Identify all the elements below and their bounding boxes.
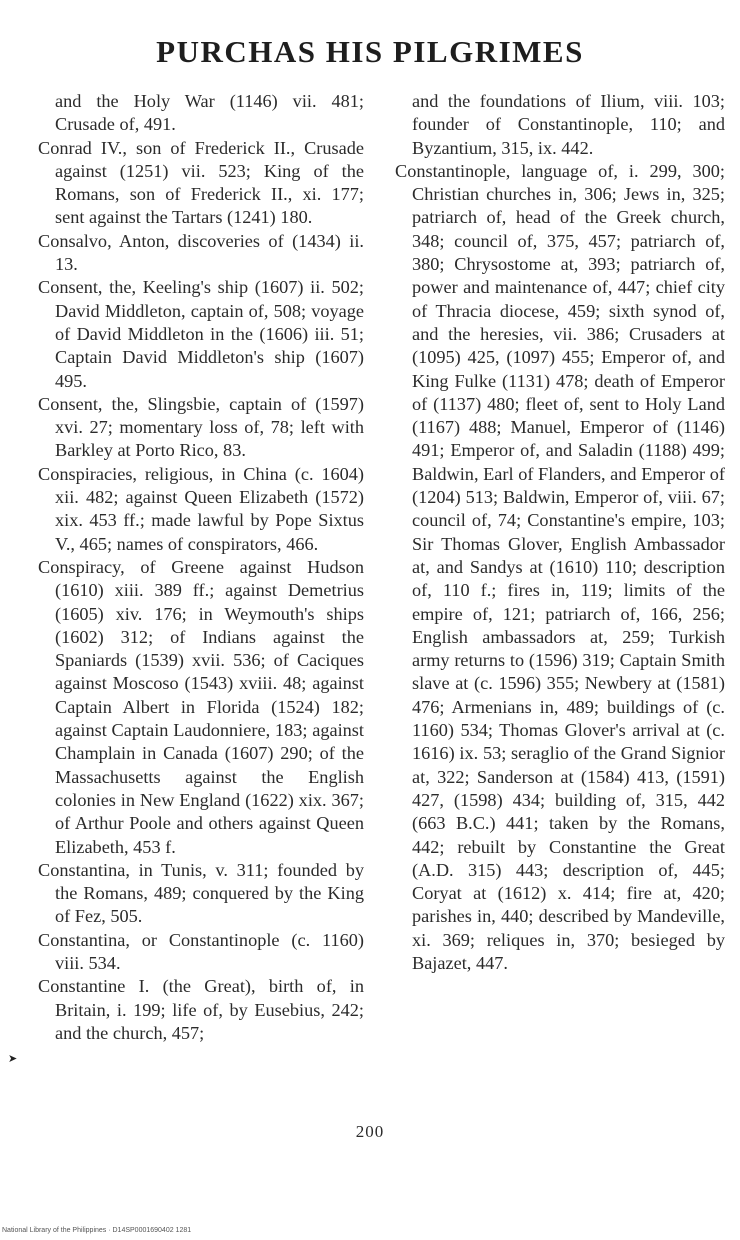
scan-credit: National Library of the Philippines · D14SP0001690402 1281: [2, 1227, 192, 1234]
index-entry: Constantine I. (the Great), birth of, in Britain, i. 199; life of, by Eusebius, 242; and the church, 457;: [38, 976, 364, 1043]
index-entry: and the foundations of Ilium, viii. 103; founder of Constantinople, 110; and Byzantium, 315, ix. 442.: [412, 91, 725, 158]
index-column-left: [38, 90, 364, 1045]
index-entry: Conspiracies, religious, in China (c. 1604) xii. 482; against Queen Elizabeth (1572) xix. 453 ff.; made lawful by Pope Sixtus V., 465; names of conspirators, 466.: [38, 463, 364, 554]
index-entry: Consalvo, Anton, discoveries of (1434) ii. 13.: [38, 230, 364, 275]
index-entry: and the Holy War (1146) vii. 481; Crusade of, 491.: [55, 91, 364, 135]
page-title: PURCHAS HIS PILGRIMES: [156, 34, 584, 69]
index-entry: Constantinople, language of, i. 299, 300; Christian churches in, 306; Jews in, 325; patriarch of, head of the Greek church, 348; council of, 375, 457; patriarch of, 380; Chrysostome at, 393; patriarch of, power and maintenance of, 447; chief city of Thracia diocese, 459; sixth synod of, and the heresies, vii. 386; Crusaders at (1095) 425, (1097) 455; Emperor of, and King Fulke (1131) 478; death of Emperor of (1137) 480; fleet of, sent to Holy Land (1167) 488; Manuel, Emperor of (1146) 491; Emperor of, and Saladin (1188) 499; Baldwin, Earl of Flanders, and Emperor of (1204) 513; Baldwin, Emperor of, viii. 67; council of, 74; Constantine's empire, 103; Sir Thomas Glover, English Ambassador at, and Sandys at (1610) 110; description of, 110 f.; fires in, 119; limits of the empire of, 121; patriarch of, 166, 256; English ambassadors at, 259; Turkish army returns to (1596) 319; Captain Smith slave at (c. 1596) 355; Newbery at (1581) 476; Armenians in, 489; buildings of (c. 1160) 534; Thomas Glover's arrival at (c. 1616) ix. 53; seraglio of the Grand Signior at, 322; Sanderson at (1584) 413, (1591) 427, (1598) 434; building of, 315, 442 (663 B.C.) 441; taken by the Romans, 442; rebuilt by Constantine the Great (A.D. 315) 443; description of, 445; Coryat at (1612) x. 414; fire at, 420; parishes in, 440; described by Mandeville, xi. 369; reliques in, 370; besieged by Bajazet, 447.: [395, 160, 725, 973]
index-entry: Constantina, or Constantinople (c. 1160) viii. 534.: [38, 929, 364, 973]
margin-arrow-icon: ➤: [8, 1052, 18, 1065]
index-entry: Consent, the, Keeling's ship (1607) ii. 502; David Middleton, captain of, 508; voyage of David Middleton in the (1606) iii. 51; Captain David Middleton's ship (1607) 495.: [38, 277, 364, 391]
index-column-right: [395, 90, 725, 975]
index-entry: Conspiracy, of Greene against Hudson (1610) xiii. 389 ff.; against Demetrius (1605) xiv. 176; in Weymouth's ships (1602) 312; of Indians against the Spaniards (1539) xvii. 536; of Caciques against Moscoso (1543) xviii. 48; against Captain Albert in Florida (1524) 182; against Captain Laudonniere, 183; against Champlain in Canada (1607) 290; of the Massachusetts against the English colonies in New England (1622) xix. 367; of Arthur Poole and others against Queen Elizabeth, 453 f.: [38, 556, 364, 857]
index-entry: Constantina, in Tunis, v. 311; founded by the Romans, 489; conquered by the King of Fez, 505.: [38, 859, 364, 927]
index-entry: Conrad IV., son of Frederick II., Crusade against (1251) vii. 523; King of the Romans, son of Frederick II., xi. 177; sent against the Tartars (1241) 180.: [38, 137, 364, 228]
page-number: 200: [355, 1122, 385, 1141]
index-entry: Consent, the, Slingsbie, captain of (1597) xvi. 27; momentary loss of, 78; left with Barkley at Porto Rico, 83.: [38, 393, 364, 461]
